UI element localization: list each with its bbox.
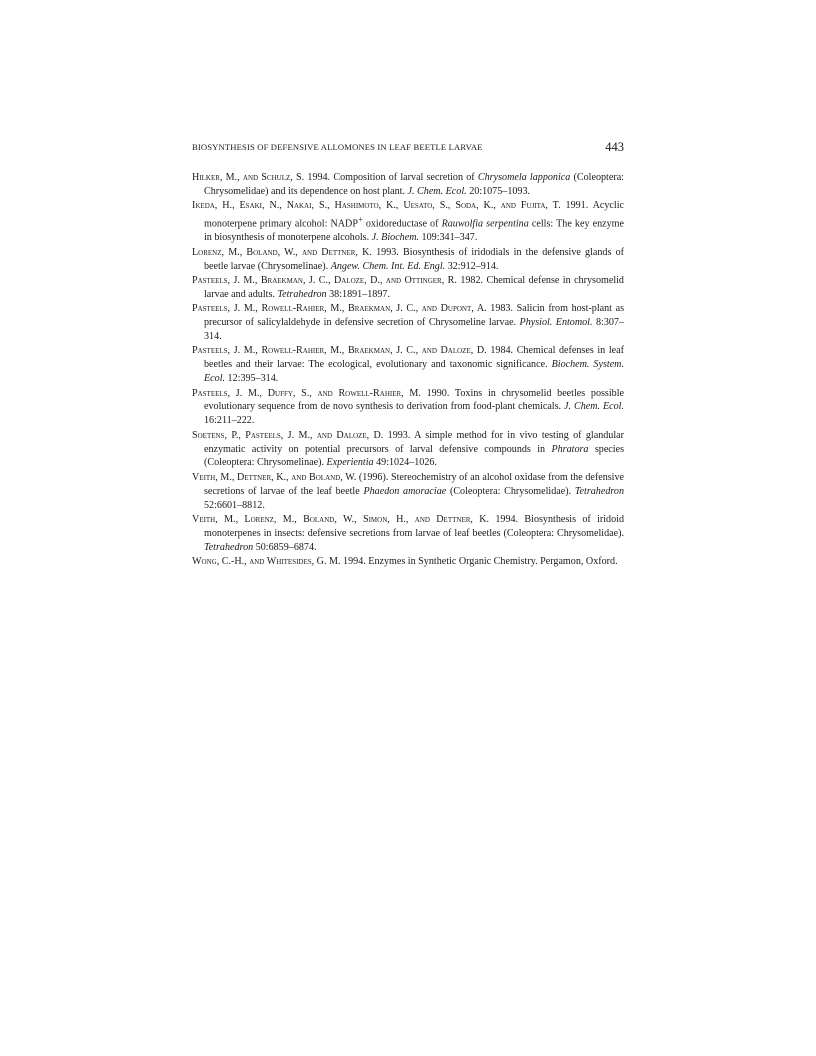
reference-text: oxidoreductase of bbox=[362, 218, 442, 230]
reference-italic-text: Chrysomela lapponica bbox=[477, 172, 571, 183]
reference-authors: Pasteels, J. M., Braekman, J. C., Daloze, D., and Ottinger, R. bbox=[192, 275, 457, 287]
reference-entry bbox=[192, 429, 624, 471]
reference-entry bbox=[192, 274, 624, 302]
reference-entry bbox=[192, 387, 624, 429]
reference-text: 50:6859–6874. bbox=[253, 541, 317, 553]
reference-text: (Coleoptera: Chrysomelidae) and its dependence on host plant. bbox=[204, 172, 624, 197]
reference-entry bbox=[192, 171, 624, 199]
reference-text: (Coleoptera: Chrysomelidae). bbox=[446, 485, 575, 497]
reference-italic-text: Tetrahedron bbox=[277, 288, 327, 300]
reference-text: 32:912–914. bbox=[445, 260, 499, 272]
reference-italic-text: Angew. Chem. Int. Ed. Engl. bbox=[330, 260, 446, 272]
reference-text: 8:307–314. bbox=[204, 317, 625, 343]
reference-authors: Lorenz, M., Boland, W., and Dettner, K. bbox=[192, 246, 372, 258]
reference-italic-text: Tetrahedron bbox=[574, 485, 625, 497]
reference-entry bbox=[192, 302, 624, 344]
reference-text: 1990. Toxins in chrysomelid beetles possible evolutionary sequence from de novo synthesis to derivation from food-plant chemicals. bbox=[204, 387, 624, 413]
reference-authors: Pasteels, J. M., Rowell-Rahier, M., Braekman, J. C., and Dupont, A. bbox=[192, 303, 487, 315]
reference-text: 109:341–347. bbox=[419, 232, 478, 244]
reference-text: 1983. Salicin from host-plant as precursor of salicylaldehyde in defensive secretion of Chrysomeline larvae. bbox=[204, 303, 625, 329]
reference-italic-text: J. Chem. Ecol. bbox=[564, 401, 624, 413]
reference-entry bbox=[192, 513, 624, 555]
reference-authors: Soetens, P., Pasteels, J. M., and Daloze, D. bbox=[192, 429, 384, 441]
reference-authors: Hilker, M., and Schulz, S. bbox=[192, 172, 305, 183]
reference-text: 52:6601–8812. bbox=[204, 499, 265, 511]
reference-entry bbox=[192, 471, 624, 513]
reference-italic-text: Rauwolfia serpentina bbox=[441, 218, 529, 230]
reference-authors: Pasteels, J. M., Rowell-Rahier, M., Braekman, J. C., and Daloze, D. bbox=[192, 345, 487, 357]
reference-italic-text: J. Biochem. bbox=[371, 232, 420, 244]
reference-authors: Pasteels, J. M., Duffy, S., and Rowell-Rahier, M. bbox=[192, 387, 421, 399]
reference-text: 1993. A simple method for in vivo testing of glandular enzymatic activity on potential precursors of larval defensive compounds in bbox=[204, 429, 624, 455]
reference-italic-text: J. Chem. Ecol. bbox=[407, 185, 467, 197]
reference-text: 12:395–314. bbox=[225, 373, 279, 385]
reference-text: 1993. Biosynthesis of iridodials in the defensive glands of beetle larvae (Chrysomelinae). bbox=[204, 246, 624, 272]
running-header-title: BIOSYNTHESIS OF DEFENSIVE ALLOMONES IN LEAF BEETLE LARVAE bbox=[192, 142, 483, 152]
reference-entry bbox=[192, 199, 624, 245]
reference-superscript: + bbox=[357, 215, 363, 225]
running-header bbox=[192, 140, 624, 156]
reference-text: 16:211–222. bbox=[204, 415, 255, 427]
reference-text: 49:1024–1026. bbox=[373, 457, 437, 469]
reference-list bbox=[192, 171, 624, 570]
reference-italic-text: Experientia bbox=[326, 457, 374, 469]
reference-entry bbox=[192, 555, 624, 569]
reference-italic-text: Physiol. Entomol. bbox=[519, 317, 593, 329]
reference-text: 1982. Chemical defense in chrysomelid larvae and adults. bbox=[204, 275, 624, 300]
reference-italic-text: Tetrahedron bbox=[204, 541, 254, 553]
page-number: 443 bbox=[605, 140, 624, 154]
reference-italic-text: Phaedon amoraciae bbox=[363, 485, 447, 497]
reference-text: 20:1075–1093. bbox=[466, 185, 531, 197]
reference-authors: Ikeda, H., Esaki, N., Nakai, S., Hashimoto, K., Uesato, S., Soda, K., and Fujita, T. bbox=[192, 200, 561, 212]
reference-text: cells: The key enzyme in biosynthesis of monoterpene alcohols. bbox=[204, 218, 624, 244]
reference-text: 1991. Acyclic monoterpene primary alcohol: NADP bbox=[204, 200, 624, 230]
reference-entry bbox=[192, 344, 624, 386]
reference-text: 38:1891–1897. bbox=[326, 288, 390, 300]
reference-text: 1984. Chemical defenses in leaf beetles and their larvae: The ecological, evolutionary and taxonomic significance. bbox=[204, 345, 624, 371]
reference-text: 1994. Enzymes in Synthetic Organic Chemistry. Pergamon, Oxford. bbox=[340, 556, 618, 568]
reference-text: species (Coleoptera: Chrysomelinae). bbox=[204, 443, 624, 469]
reference-authors: Veith, M., Dettner, K., and Boland, W. bbox=[192, 471, 357, 483]
reference-text: (1996). Stereochemistry of an alcohol oxidase from the defensive secretions of larvae of the leaf beetle bbox=[204, 471, 624, 497]
reference-italic-text: Biochem. System. Ecol. bbox=[204, 359, 624, 385]
reference-text: 1994. Biosynthesis of iridoid monoterpenes in insects: defensive secretions from larvae of leaf beetles (Coleoptera: Chrysomelidae). bbox=[204, 513, 624, 539]
reference-authors: Wong, C.-H., and Whitesides, G. M. bbox=[192, 556, 341, 568]
reference-entry bbox=[192, 246, 624, 274]
reference-authors: Veith, M., Lorenz, M., Boland, W., Simon, H., and Dettner, K. bbox=[192, 513, 490, 525]
reference-italic-text: Phratora bbox=[551, 443, 589, 455]
reference-text: 1994. Composition of larval secretion of bbox=[304, 172, 478, 183]
